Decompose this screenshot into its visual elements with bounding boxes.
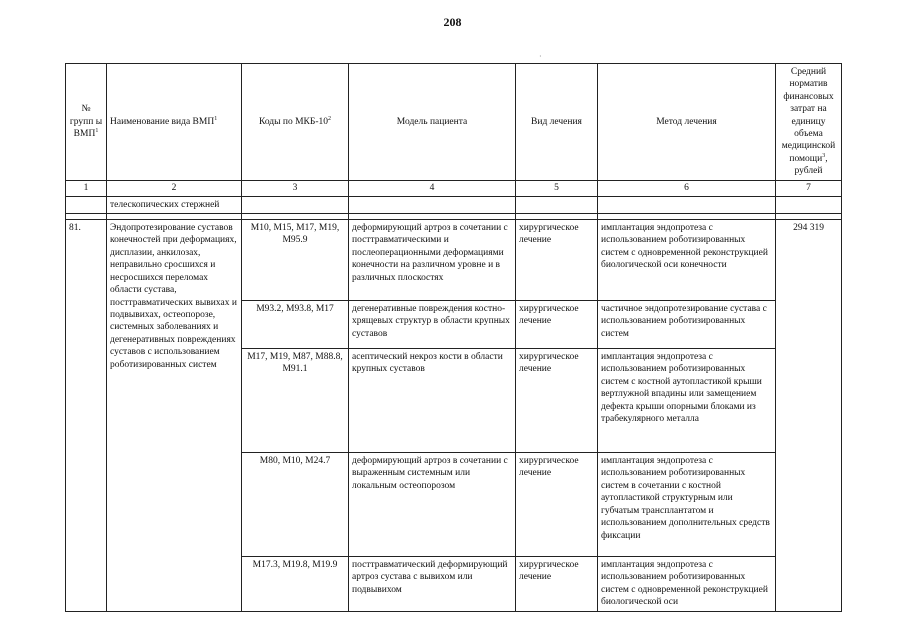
- treatment-type: хирургическое лечение: [516, 453, 598, 557]
- patient-model: деформирующий артроз в сочетании с посттравматическими и послеоперационными деформациями конечности на различном уровне и в различных плоскостях: [349, 220, 516, 301]
- column-number: 4: [349, 180, 516, 196]
- column-number: 2: [107, 180, 242, 196]
- treatment-type: хирургическое лечение: [516, 557, 598, 612]
- page-number: 208: [443, 15, 462, 29]
- patient-model: дегенеративные повреждения костно-хрящевых структур в области крупных суставов: [349, 301, 516, 349]
- column-number: 1: [66, 180, 107, 196]
- treatment-method: частичное эндопротезирование сустава с использованием роботизированных систем: [598, 301, 776, 349]
- icd-codes: M17.3, M19.8, M19.9: [242, 557, 349, 612]
- header-method: Метод лечения: [598, 64, 776, 181]
- patient-model: посттравматический деформирующий артроз сустава с вывихом или подвывихом: [349, 557, 516, 612]
- treatment-method: имплантация эндопротеза с использованием роботизированных систем с одновременной реконструкцией биологической оси: [598, 557, 776, 612]
- treatment-method: имплантация эндопротеза с использованием роботизированных систем с одновременной реконструкцией биологической оси конечности: [598, 220, 776, 301]
- scan-mark: ·: [539, 52, 542, 61]
- group-cost: 294 319: [776, 220, 842, 612]
- treatment-type: хирургическое лечение: [516, 349, 598, 453]
- treatment-type: хирургическое лечение: [516, 301, 598, 349]
- continuation-row: [66, 196, 842, 213]
- header-cost: Средний норматив финансовых затрат на единицу объема медицинской помощи$^3$, рублей: [776, 64, 842, 181]
- column-number: 6: [598, 180, 776, 196]
- icd-codes: M17, M19, M87, M88.8, M91.1: [242, 349, 349, 453]
- vmp-table: [65, 63, 842, 612]
- header-model: Модель пациента: [349, 64, 516, 181]
- icd-codes: M80, M10, M24.7: [242, 453, 349, 557]
- continuation-text: телескопических стержней: [107, 196, 242, 213]
- column-number: 7: [776, 180, 842, 196]
- header-row: [66, 64, 842, 181]
- treatment-method: имплантация эндопротеза с использованием роботизированных систем в сочетании с костной аутопластикой структурным или губчатым трансплантатом и использованием дополнительных средств фиксации: [598, 453, 776, 557]
- group-name: Эндопротезирование суставов конечностей при деформациях, дисплазии, анкилозах, неправильно сросшихся и несросшихся переломах области сустава, посттравматических вывихах и подвывихах, остеопорозе, системных заболеваниях и дегенеративных повреждениях суставов с использованием роботизированных систем: [107, 220, 242, 612]
- header-name: Наименование вида ВМП$^1$: [107, 64, 242, 181]
- column-number: 3: [242, 180, 349, 196]
- header-treatment-type: Вид лечения: [516, 64, 598, 181]
- table-row: [66, 220, 842, 301]
- header-codes: Коды по МКБ-$10^2$: [242, 64, 349, 181]
- column-numbers-row: [66, 180, 842, 196]
- patient-model: деформирующий артроз в сочетании с выраженным системным или локальным остеопорозом: [349, 453, 516, 557]
- icd-codes: M10, M15, M17, M19, M95.9: [242, 220, 349, 301]
- header-group-no: № групп ы ВМП$^1$: [66, 64, 107, 181]
- treatment-method: имплантация эндопротеза с использованием роботизированных систем с костной аутопластикой крыши вертлужной впадины или замещением дефекта крыши опорными блоками из трабекулярного металла: [598, 349, 776, 453]
- patient-model: асептический некроз кости в области крупных суставов: [349, 349, 516, 453]
- icd-codes: M93.2, M93.8, M17: [242, 301, 349, 349]
- group-number: 81.: [66, 220, 107, 612]
- treatment-type: хирургическое лечение: [516, 220, 598, 301]
- column-number: 5: [516, 180, 598, 196]
